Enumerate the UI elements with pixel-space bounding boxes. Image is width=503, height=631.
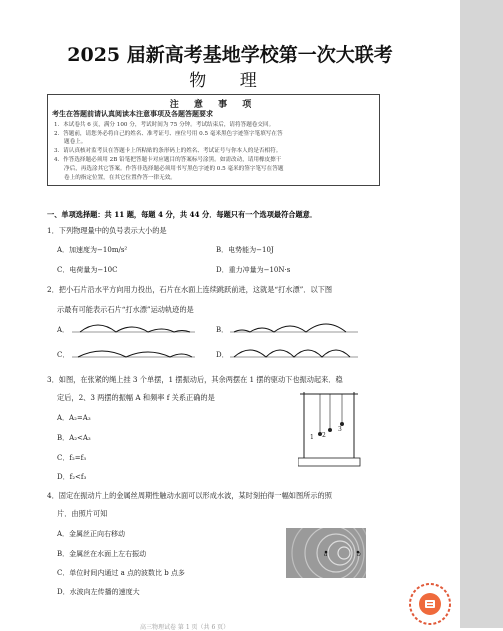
wave-point-a-label: a: [324, 551, 328, 558]
wave-point-b-label: b: [357, 551, 361, 558]
notice-box: [47, 94, 380, 186]
notice-heading: 注 意 事 项: [169, 100, 258, 110]
notice-line: 2．答题前，请您务必将自己的姓名、准考证号、座位号用 0.5 毫米黑色字迹签字笔填写在答: [54, 131, 283, 137]
question-3-stem-line-2: 定后，2、3 两摆的振幅 A 和频率 f 关系正确的是: [57, 393, 215, 402]
trajectory-a-diagram: [70, 316, 200, 336]
watermark-logo-icon: [408, 582, 452, 626]
pendulum-diagram: [298, 388, 362, 468]
notice-line: 题卷上。: [64, 139, 87, 145]
question-1-option-b: B．电势能为−10J: [216, 246, 274, 254]
question-3-option-b: B．A₂<A₃: [57, 434, 91, 442]
subject-title: 物 理: [189, 71, 271, 91]
pendulum-label-2: 2: [322, 432, 326, 439]
question-2-stem-line-1: 2．把小石片沿水平方向用力投出，石片在水面上连续跳跃前进，这就是“打水漂”．以下图: [47, 285, 333, 294]
pendulum-label-3: 3: [338, 426, 342, 433]
notice-subheading: 考生在答题前请认真阅读本注意事项及各题答题要求: [52, 109, 213, 118]
question-4-stem-line-1: 4．固定在振动片上的金属丝周期性触动水面可以形成水波，某时刻拍得一幅如图所示的照: [47, 491, 332, 500]
question-1-option-d: D．重力冲量为−10N·s: [216, 266, 291, 274]
trajectory-d-diagram: [228, 341, 363, 361]
pendulum-label-1: 1: [310, 434, 314, 441]
notice-line: 净后，再选涂其它答案。作答非选择题必须用书写黑色字迹的 0.5 毫米的签字笔写在答题: [64, 166, 284, 172]
question-1-option-a: A．加速度为−10m/s²: [57, 246, 128, 254]
notice-line: 4．作答选择题必须用 2B 铅笔把答题卡对应题目的答案标号涂黑。如需改动，请用橡皮擦干: [54, 157, 282, 163]
question-2-option-b: B．: [216, 326, 229, 334]
trajectory-b-diagram: [228, 316, 363, 336]
question-2-option-d: D．: [216, 351, 229, 359]
question-4-option-a: A．金属丝正向右移动: [57, 530, 126, 538]
question-3-option-c: C．f₂=f₃: [57, 454, 87, 462]
page-footer: 高三物理试卷 第 1 页（共 6 页）: [140, 624, 230, 631]
question-4-stem-line-2: 片．由照片可知: [57, 509, 108, 518]
exam-title: 2025 届新高考基地学校第一次大联考: [67, 44, 393, 66]
trajectory-c-diagram: [70, 341, 200, 361]
question-3-option-a: A．A₂=A₃: [57, 414, 91, 422]
question-2-option-a: A．: [57, 326, 70, 334]
scrollbar-track[interactable]: [460, 0, 503, 628]
question-4-option-c: C．单位时间内通过 a 点的波数比 b 点多: [57, 569, 185, 577]
question-1-option-c: C．电荷量为−10C: [57, 266, 118, 274]
notice-line: 3．请认真核对监考员在答题卡上所粘贴的条形码上的姓名、考试证号与你本人的是否相符。: [54, 148, 282, 154]
section-heading: 一、单项选择题：共 11 题，每题 4 分，共 44 分．每题只有一个选项最符合题意．: [47, 210, 318, 219]
question-3-stem-line-1: 3．如图，在张紧的绳上挂 3 个单摆，1 摆振动后，其余两摆在 1 摆的驱动下也振动起来．稳: [47, 375, 343, 384]
question-4-option-d: D．水波向左传播的速度大: [57, 588, 140, 596]
notice-line: 卷上的指定位置，在其它位置作答一律无效。: [64, 175, 176, 181]
question-2-option-c: C．: [57, 351, 70, 359]
question-2-stem-line-2: 示最有可能表示石片“打水漂”运动轨迹的是: [57, 305, 194, 314]
question-3-option-d: D．f₂<f₃: [57, 473, 87, 481]
notice-line: 1．本试卷共 6 页，满分 100 分，考试时间为 75 分钟。考试结束后，请将答题卷交回。: [54, 122, 275, 128]
question-1-stem: 1．下列物理量中的负号表示大小的是: [47, 226, 167, 235]
question-4-option-b: B．金属丝在水面上左右振动: [57, 550, 147, 558]
